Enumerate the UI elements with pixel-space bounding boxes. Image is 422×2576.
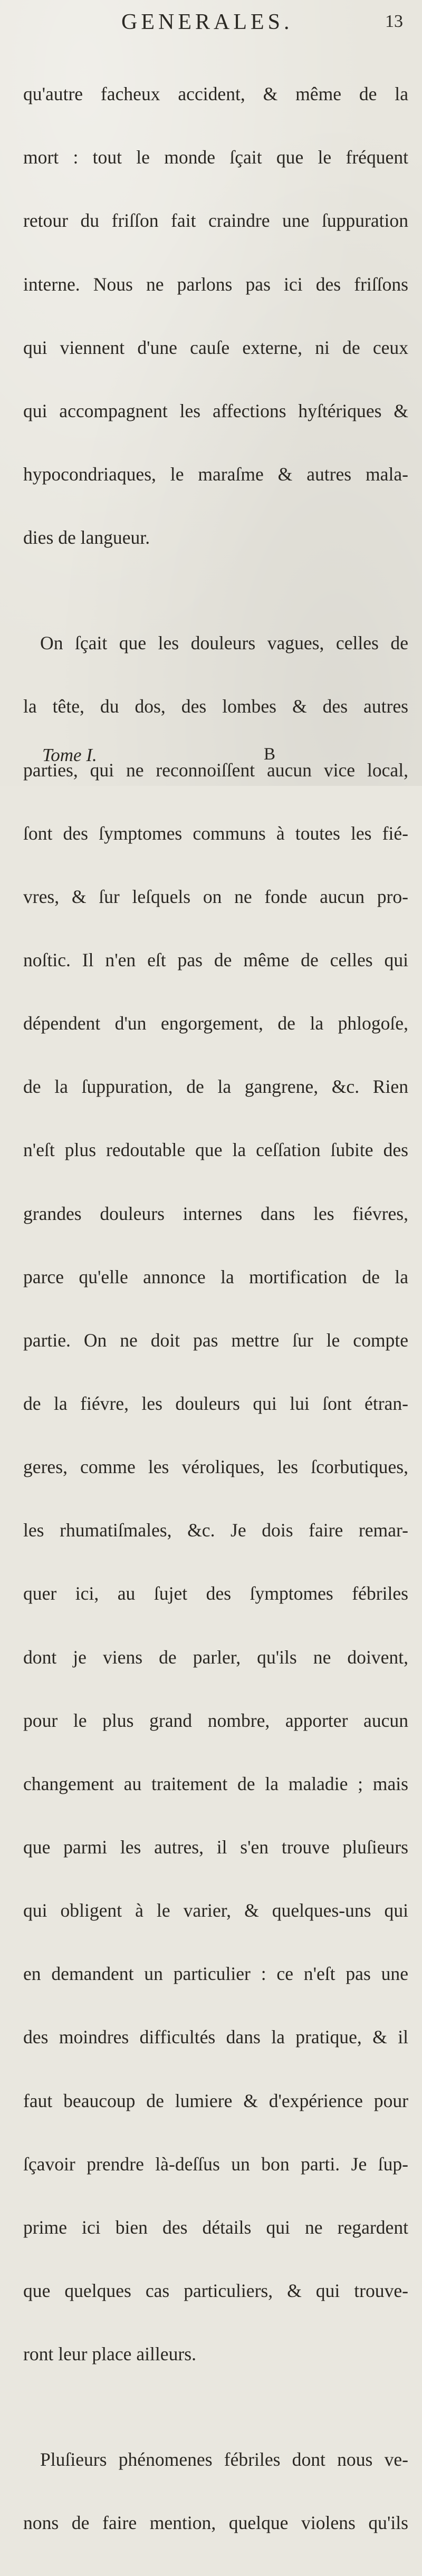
text-line: faut beaucoup de lumiere & d'expérience pour — [23, 2090, 408, 2111]
text-line: ſçavoir prendre là-deſſus un bon parti. Je ſup- — [23, 2153, 408, 2175]
text-line: ſont des ſymptomes communs à toutes les fié- — [23, 822, 408, 844]
text-line: que parmi les autres, il s'en trouve pluſieurs — [23, 1836, 408, 1858]
text-line: changement au traitement de la maladie ; mais — [23, 1773, 408, 1794]
text-line: hypocondriaques, le maraſme & autres mala- — [23, 463, 408, 485]
page-number: 13 — [385, 12, 403, 31]
body-text — [23, 41, 408, 2576]
text-line: qui viennent d'une cauſe externe, ni de ceux — [23, 337, 408, 358]
text-line: n'eſt plus redoutable que la ceſſation ſubite des — [23, 1139, 408, 1161]
text-line: prime ici bien des détails qui ne regardent — [23, 2216, 408, 2238]
text-line: partie. On ne doit pas mettre ſur le compte — [23, 1329, 408, 1351]
text-line: On ſçait que les douleurs vagues, celles de — [40, 632, 408, 654]
text-line: nons de faire mention, quelque violens qu'ils — [23, 2512, 408, 2534]
text-line: parties, qui ne reconnoiſſent aucun vice local, — [23, 759, 408, 781]
text-line: qui obligent à le varier, & quelques-uns qui — [23, 1900, 408, 1921]
paragraph — [23, 2407, 408, 2575]
text-line: Pluſieurs phénomenes fébriles dont nous ve- — [40, 2449, 408, 2471]
text-line: dépendent d'un engorgement, de la phlogoſe, — [23, 1013, 408, 1034]
text-line: qui accompagnent les affections hyſtériques & — [23, 400, 408, 421]
text-line: vres, & ſur leſquels on ne fonde aucun pro- — [23, 886, 408, 907]
text-line: des moindres difficultés dans la pratique, & il — [23, 2026, 408, 2048]
text-line: les rhumatiſmales, &c. Je dois faire remar- — [23, 1520, 408, 1541]
paragraph — [23, 41, 408, 590]
text-line: interne. Nous ne parlons pas ici des friſſons — [23, 273, 408, 295]
text-line: que quelques cas particuliers, & qui trouve- — [23, 2280, 408, 2301]
text-line: de la ſuppuration, de la gangrene, &c. Rien — [23, 1076, 408, 1098]
text-line: pour le plus grand nombre, apporter aucun — [23, 1709, 408, 1731]
text-line: mort : tout le monde ſçait que le fréquent — [23, 147, 408, 168]
text-line: qu'autre facheux accident, & même de la — [23, 83, 408, 105]
page-footer — [0, 745, 422, 768]
text-line: la tête, du dos, des lombes & des autres — [23, 696, 408, 717]
text-line: grandes douleurs internes dans les fiévres, — [23, 1203, 408, 1224]
running-title: GENERALES. — [121, 10, 293, 34]
text-line: dies de langueur. — [23, 527, 150, 549]
text-line: retour du friſſon fait craindre une ſuppuration — [23, 210, 408, 232]
text-line: de la fiévre, les douleurs qui lui ſont étran- — [23, 1393, 408, 1414]
text-line: ront leur place ailleurs. — [23, 2343, 196, 2365]
text-line: en demandent un particulier : ce n'eſt pas une — [23, 1963, 408, 1985]
text-line: geres, comme les véroliques, les ſcorbutiques, — [23, 1456, 408, 1478]
text-line: noſtic. Il n'en eſt pas de même de celles qui — [23, 949, 408, 971]
paragraph — [23, 590, 408, 2407]
text-line: parce qu'elle annonce la mortification de la — [23, 1266, 408, 1287]
text-line: dont je viens de parler, qu'ils ne doivent, — [23, 1646, 408, 1668]
signature-mark: B — [264, 745, 276, 764]
running-head — [0, 9, 422, 36]
volume-label: Tome I. — [42, 745, 97, 765]
text-line: quer ici, au ſujet des ſymptomes fébriles — [23, 1583, 408, 1604]
